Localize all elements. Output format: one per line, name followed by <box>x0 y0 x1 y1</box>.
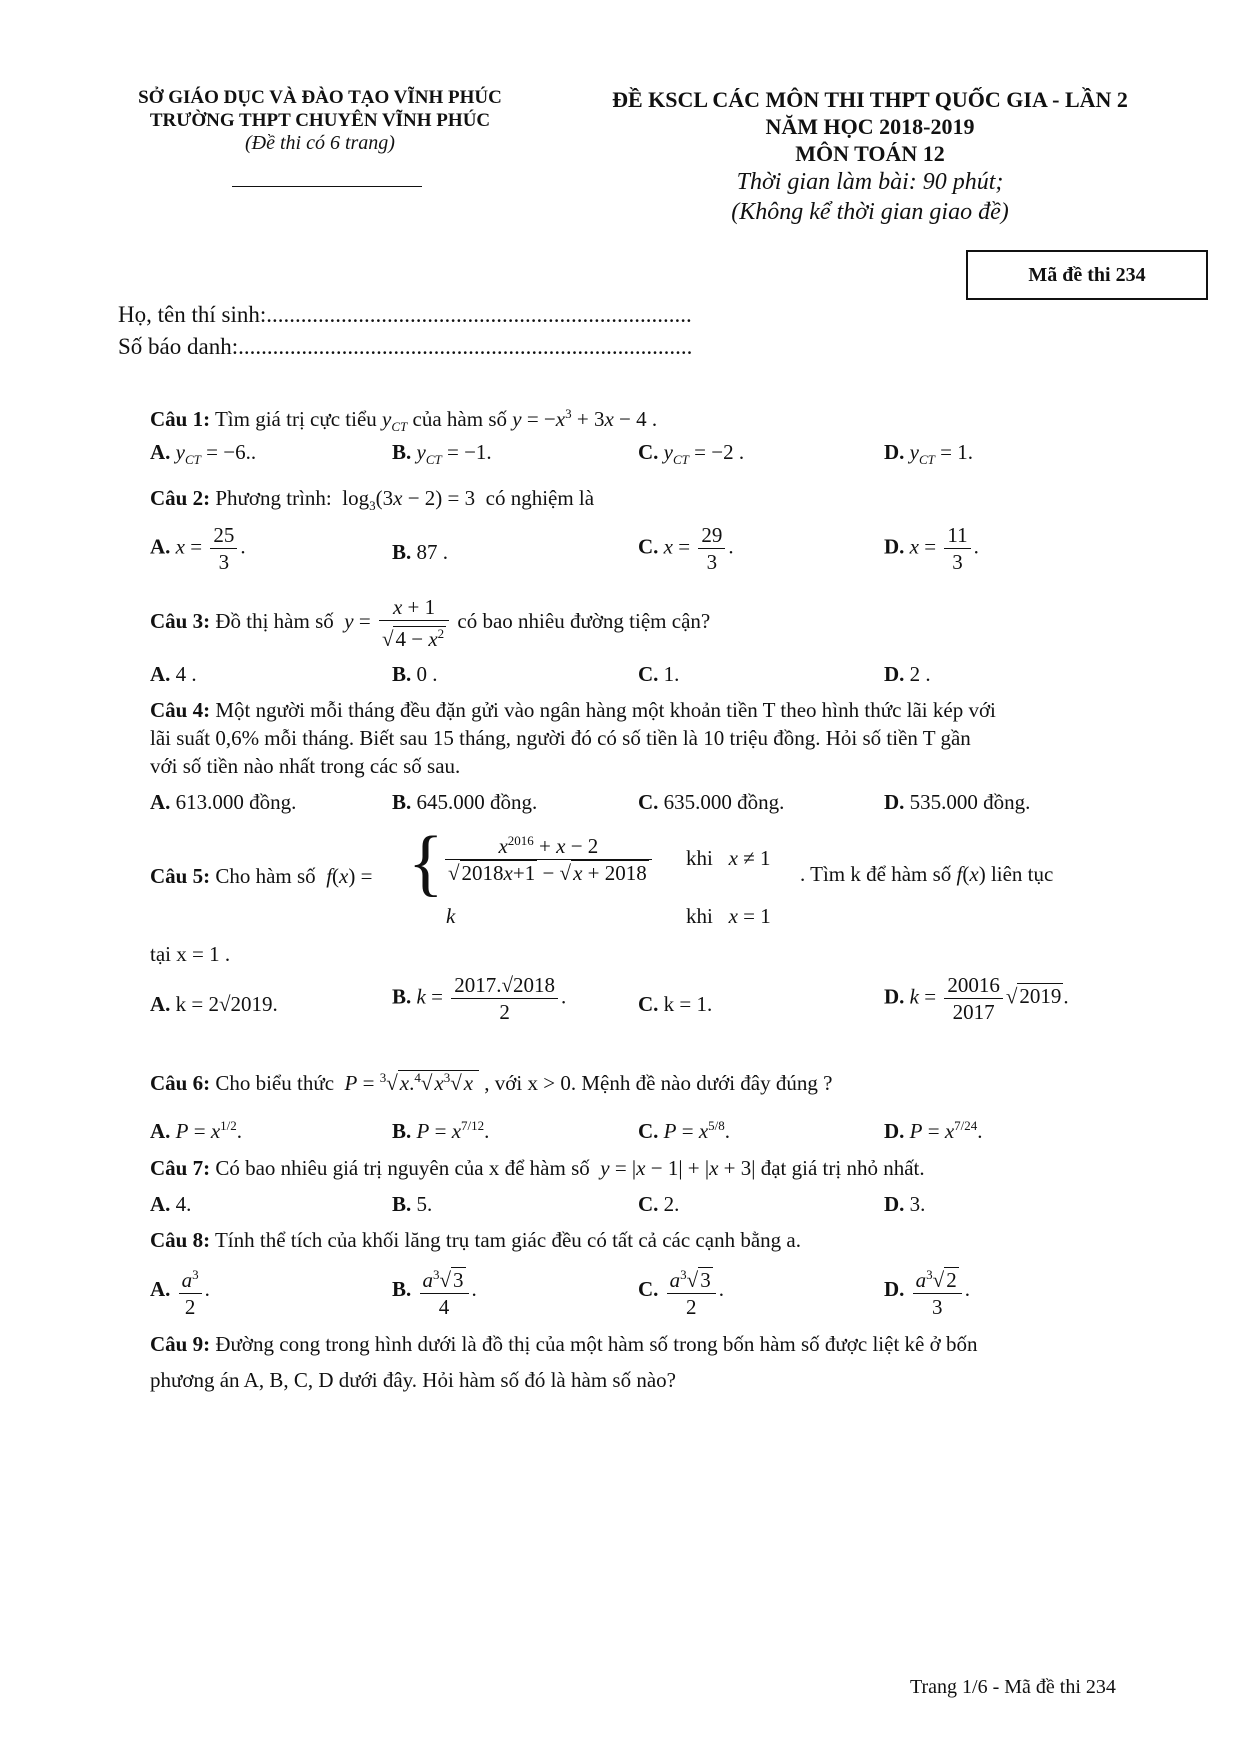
q5-when-1: khi x ≠ 1 <box>686 846 771 870</box>
q1-option-a: A. $y_{CT} = -6$.. <box>150 440 257 468</box>
candidate-name-field: Họ, tên thí sinh:.......................................................................... <box>118 302 692 327</box>
piecewise-brace: { <box>408 822 444 904</box>
header-left <box>110 86 530 155</box>
q1-option-b: B. $y_{CT} = -1$. <box>392 440 492 468</box>
q2-option-b: B. 87 . <box>392 540 449 564</box>
question-6: Câu 6: Cho biểu thức $P = ^3√x.^4√x^3√x$ , với x > 0. Mệnh đề nào dưới đây đúng ? <box>150 1070 833 1095</box>
q2-option-a: A. x = $\frac{25}{3}$ . <box>150 523 246 574</box>
q4-option-c: C. 635.000 đồng. <box>638 790 785 814</box>
q7-option-c: C. 2. <box>638 1192 680 1216</box>
question-2: Câu 2: Phương trình: $\log_3(3x - 2) = 3$ có nghiệm là <box>150 486 595 514</box>
q7-option-b: B. 5. <box>392 1192 433 1216</box>
exam-code: Mã đề thi 234 <box>1028 263 1146 286</box>
q4-option-a: A. 613.000 đồng. <box>150 790 297 814</box>
q2-option-d: D. x = $\frac{11}{3}$ . <box>884 523 979 574</box>
page-footer: Trang 1/6 - Mã đề thi 234 <box>910 1676 1116 1698</box>
q3-option-d: D. 2 . <box>884 662 931 686</box>
question-1: Câu 1: Tìm giá trị cực tiểu $y_{CT}$ của hàm số $y = -x^3 + 3x - 4$ . <box>150 406 658 435</box>
exam-title: ĐỀ KSCL CÁC MÔN THI THPT QUỐC GIA - LẦN 2 <box>612 87 1128 112</box>
q1-option-c: C. $y_{CT} = -2$ . <box>638 440 745 468</box>
q6-option-c: C. $P = x^{5/8}$. <box>638 1118 731 1143</box>
time-limit: Thời gian làm bài: 90 phút; <box>736 169 1004 195</box>
q5-option-c: C. k = 1. <box>638 992 713 1016</box>
header-right <box>560 86 1180 227</box>
question-4: Câu 4: Một người mỗi tháng đều đặn gửi vào ngân hàng một khoản tiền T theo hình thức lãi kép với lãi suất 0,6% mỗi tháng. Biết sau 15 tháng, người đó có số tiền là 10 triệu đồng. Hỏi số tiền T gần với số tiền nào nhất trong các số sau. <box>150 698 996 778</box>
q8-option-c: C. $\frac{a^3√3}{2}$ . <box>638 1262 724 1320</box>
q6-option-a: A. $P = x^{1/2}$. <box>150 1118 243 1143</box>
q1-label: Câu 1: <box>150 407 211 431</box>
q5-option-b: B. k = $\frac{2017.√2018}{2}$ . <box>392 973 567 1024</box>
header-rule <box>232 186 422 187</box>
q3-option-b: B. 0 . <box>392 662 438 686</box>
q5-option-a: A. k = 2√2019. <box>150 992 278 1016</box>
q5-when-2: khi x = 1 <box>686 904 771 928</box>
q1-text: Tìm giá trị cực tiểu <box>214 407 377 431</box>
question-7: Câu 7: Có bao nhiêu giá trị nguyên của x để hàm số y = |x − 1| + |x + 3| đạt giá trị nhỏ nhất. <box>150 1156 925 1180</box>
time-note: (Không kể thời gian giao đề) <box>731 199 1009 225</box>
q1-text2: của hàm số <box>412 407 508 431</box>
question-3: Câu 3: Đồ thị hàm số y = $\frac{x + 1}{√4 - x^2}$ có bao nhiêu đường tiệm cận? <box>150 595 711 651</box>
candidate-number-field: Số báo danh:............................................................................... <box>118 334 693 359</box>
q5-text-tail: tại x = 1 . <box>150 942 231 966</box>
q8-option-a: A. $\frac{a^3}{2}$ . <box>150 1262 210 1320</box>
q3-option-c: C. 1. <box>638 662 680 686</box>
subject: MÔN TOÁN 12 <box>795 141 945 166</box>
dept-name: SỞ GIÁO DỤC VÀ ĐÀO TẠO VĨNH PHÚC <box>138 87 502 108</box>
question-8: Câu 8: Tính thể tích của khối lăng trụ tam giác đều có tất cả các cạnh bằng a. <box>150 1228 801 1252</box>
q6-option-d: D. $P = x^{7/24}$. <box>884 1118 983 1143</box>
school-name: TRƯỜNG THPT CHUYÊN VĨNH PHÚC <box>149 110 491 131</box>
school-year: NĂM HỌC 2018-2019 <box>765 114 975 139</box>
q4-option-d: D. 535.000 đồng. <box>884 790 1031 814</box>
q5-option-d: D. k = $\frac{20016}{2017}$ √2019. <box>884 973 1069 1024</box>
exam-code-box <box>966 250 1208 300</box>
q8-option-b: B. $\frac{a^3√3}{4}$ . <box>392 1262 477 1320</box>
q7-option-d: D. 3. <box>884 1192 926 1216</box>
q6-option-b: B. $P = x^{7/12}$. <box>392 1118 490 1143</box>
q5-text-right: . Tìm k để hàm số f(x) liên tục <box>800 862 1054 886</box>
q5-case-2: k <box>446 904 456 928</box>
question-9: Câu 9: Đường cong trong hình dưới là đồ thị của một hàm số trong bốn hàm số được liệt kê ở bốn phương án A, B, C, D dưới đây. Hỏi hàm số đó là hàm số nào? <box>150 1332 978 1392</box>
q3-option-a: A. 4 . <box>150 662 197 686</box>
q8-option-d: D. $\frac{a^3√2}{3}$ . <box>884 1262 970 1320</box>
question-5: Câu 5: Cho hàm số f(x) = <box>150 864 373 888</box>
pages-note: (Đề thi có 6 trang) <box>245 132 395 154</box>
q1-option-d: D. $y_{CT} = 1$. <box>884 440 973 468</box>
q4-option-b: B. 645.000 đồng. <box>392 790 538 814</box>
q7-option-a: A. 4. <box>150 1192 192 1216</box>
q2-option-c: C. x = $\frac{29}{3}$ . <box>638 523 734 574</box>
q5-case-1: $\frac{x^{2016} + x - 2}{√2018x+1 - √x + 2018}$ <box>442 828 655 886</box>
